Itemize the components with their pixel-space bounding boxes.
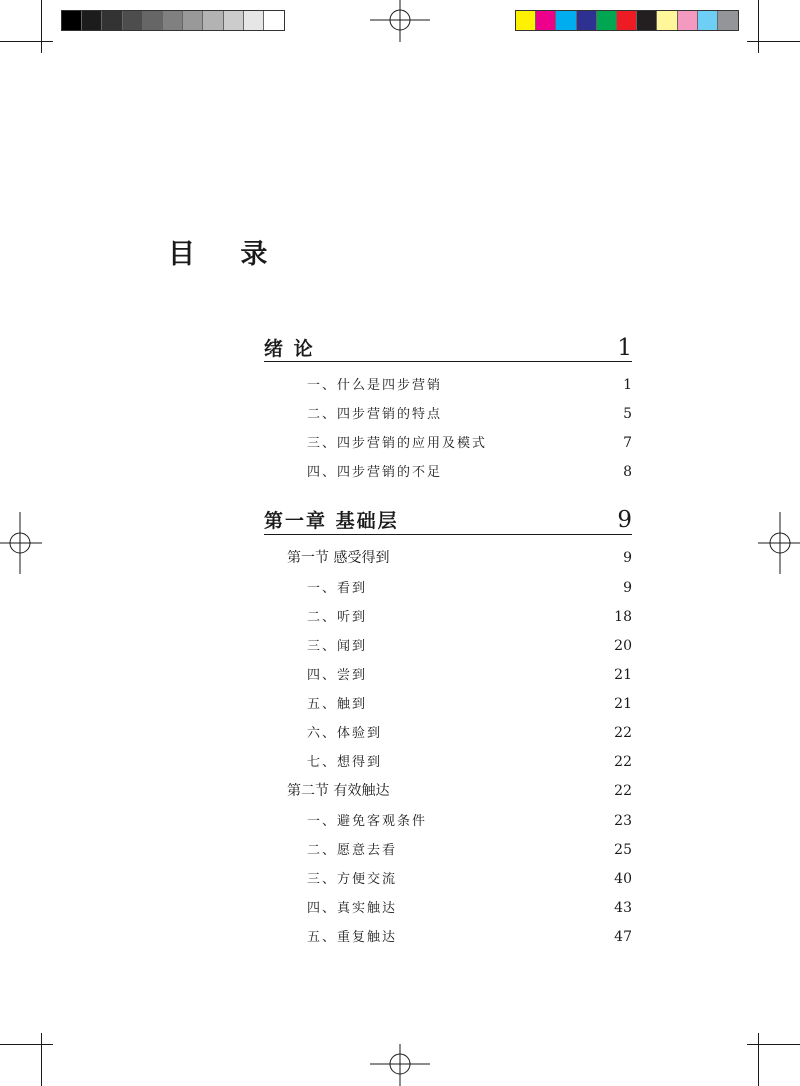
toc-item[interactable] <box>307 751 632 770</box>
toc-item[interactable] <box>307 374 632 393</box>
item-page: 21 <box>614 696 632 712</box>
color-swatch <box>577 11 597 30</box>
chapter-label: 绪 论 <box>264 338 315 360</box>
registration-mark-top <box>370 0 430 42</box>
section-label: 第一节 感受得到 <box>287 550 390 566</box>
item-label: 四、四步营销的不足 <box>307 465 443 480</box>
page-title: 目 录 <box>168 239 286 270</box>
color-swatch <box>516 11 536 30</box>
item-page: 9 <box>623 580 632 596</box>
color-swatch <box>637 11 657 30</box>
item-label: 三、闻到 <box>307 639 368 654</box>
color-swatch <box>698 11 718 30</box>
item-label: 三、方便交流 <box>307 872 398 887</box>
item-label: 七、想得到 <box>307 755 383 770</box>
registration-mark-right <box>758 512 800 574</box>
item-label: 三、四步营销的应用及模式 <box>307 436 488 451</box>
gray-swatch <box>123 11 143 30</box>
color-swatch <box>597 11 617 30</box>
item-page: 47 <box>614 929 632 945</box>
toc-item[interactable] <box>307 403 632 422</box>
color-calibration-strip <box>515 10 739 31</box>
toc-item[interactable] <box>307 693 632 712</box>
grayscale-calibration-strip <box>61 10 285 31</box>
toc-item[interactable] <box>307 926 632 945</box>
item-page: 1 <box>623 377 632 393</box>
color-swatch <box>556 11 576 30</box>
toc-chapter-1[interactable] <box>264 506 632 533</box>
item-label: 六、体验到 <box>307 726 383 741</box>
color-swatch <box>678 11 698 30</box>
gray-swatch <box>224 11 244 30</box>
item-page: 22 <box>614 725 632 741</box>
item-label: 五、触到 <box>307 697 368 712</box>
item-page: 7 <box>623 435 632 451</box>
chapter-page: 9 <box>617 507 632 533</box>
section-label: 第二节 有效触达 <box>287 783 390 799</box>
item-label: 四、真实触达 <box>307 901 398 916</box>
toc-item[interactable] <box>307 461 632 480</box>
item-page: 23 <box>614 813 632 829</box>
color-swatch <box>718 11 738 30</box>
item-label: 一、看到 <box>307 581 368 596</box>
item-page: 22 <box>614 754 632 770</box>
item-page: 20 <box>614 638 632 654</box>
gray-swatch <box>102 11 122 30</box>
gray-swatch <box>143 11 163 30</box>
gray-swatch <box>62 11 82 30</box>
item-page: 43 <box>614 900 632 916</box>
gray-swatch <box>183 11 203 30</box>
toc-chapter-intro[interactable] <box>264 334 632 361</box>
chapter-label: 第一章 基础层 <box>264 510 399 532</box>
item-label: 一、避免客观条件 <box>307 814 428 829</box>
toc-item[interactable] <box>307 664 632 683</box>
color-swatch <box>617 11 637 30</box>
toc-item[interactable] <box>307 635 632 654</box>
toc-item[interactable] <box>307 606 632 625</box>
item-page: 25 <box>614 842 632 858</box>
toc-section[interactable] <box>287 780 632 800</box>
toc-item[interactable] <box>307 839 632 858</box>
chapter-divider <box>264 534 632 535</box>
item-page: 5 <box>623 406 632 422</box>
item-label: 四、尝到 <box>307 668 368 683</box>
registration-mark-bottom <box>370 1044 430 1086</box>
toc-item[interactable] <box>307 897 632 916</box>
toc-item[interactable] <box>307 577 632 596</box>
toc-item[interactable] <box>307 868 632 887</box>
gray-swatch <box>82 11 102 30</box>
gray-swatch <box>244 11 264 30</box>
toc-item[interactable] <box>307 722 632 741</box>
item-label: 二、愿意去看 <box>307 843 398 858</box>
item-page: 8 <box>623 464 632 480</box>
item-page: 18 <box>614 609 632 625</box>
registration-mark-left <box>0 512 42 574</box>
item-label: 二、四步营销的特点 <box>307 407 443 422</box>
item-page: 40 <box>614 871 632 887</box>
gray-swatch <box>163 11 183 30</box>
gray-swatch <box>203 11 223 30</box>
item-label: 二、听到 <box>307 610 368 625</box>
color-swatch <box>657 11 677 30</box>
section-page: 22 <box>614 783 632 799</box>
section-page: 9 <box>623 550 632 566</box>
toc-item[interactable] <box>307 810 632 829</box>
toc-item[interactable] <box>307 432 632 451</box>
gray-swatch <box>264 11 284 30</box>
color-swatch <box>536 11 556 30</box>
item-page: 21 <box>614 667 632 683</box>
item-label: 一、什么是四步营销 <box>307 378 443 393</box>
item-label: 五、重复触达 <box>307 930 398 945</box>
chapter-divider <box>264 361 632 362</box>
toc-section[interactable] <box>287 547 632 567</box>
chapter-page: 1 <box>617 335 632 361</box>
